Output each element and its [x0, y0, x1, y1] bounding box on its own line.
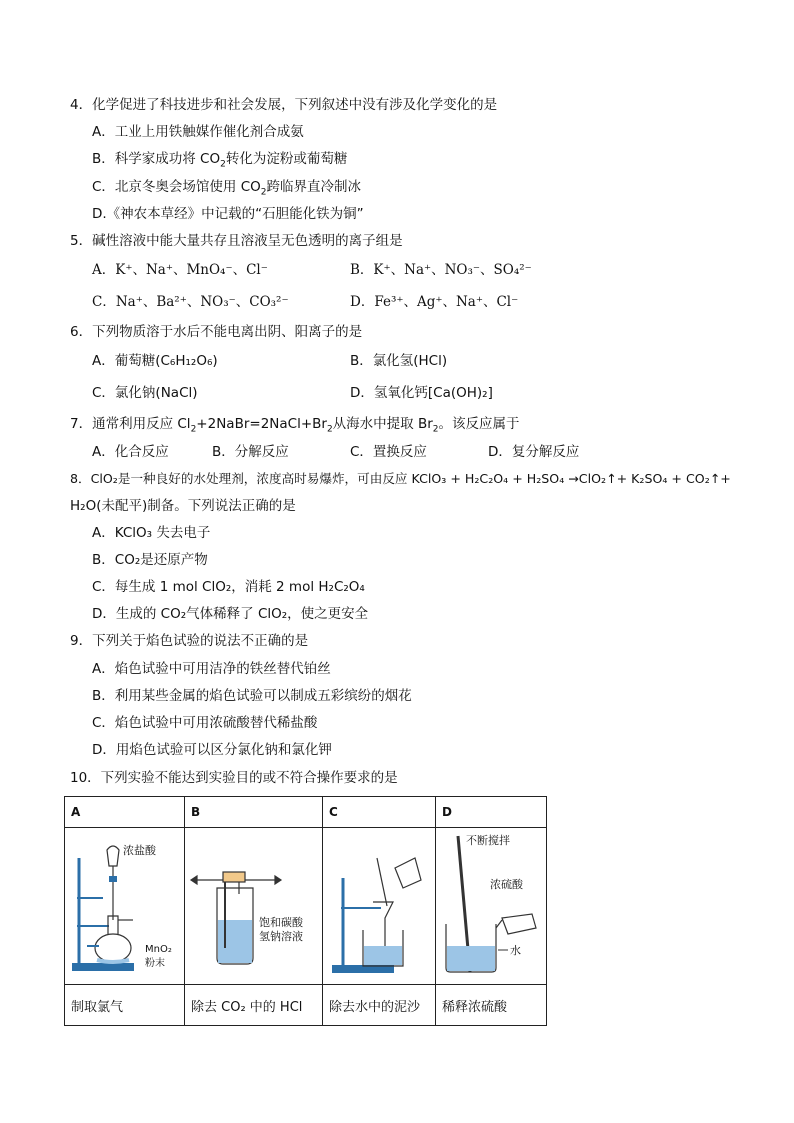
figure-d-cell — [436, 828, 547, 985]
q7-option-d: D．复分解反应 — [488, 444, 580, 460]
label-saturated-bicarbonate-1: 饱和碳酸 — [259, 916, 303, 929]
q8-stem-line2: H₂O(未配平)制备。下列说法正确的是 — [70, 498, 296, 514]
q4-option-c: C．北京冬奥会场馆使用 $CO_2$跨临界直冷制冰 — [92, 179, 362, 198]
label-water: 水 — [510, 944, 521, 957]
label-conc-sulfuric: 浓硫酸 — [490, 878, 523, 891]
q9-option-d: D．用焰色试验可以区分氯化钠和氯化钾 — [92, 742, 332, 758]
caption-c: 除去水中的泥沙 — [323, 985, 436, 1026]
q6-option-a: A．葡萄糖(C₆H₁₂O₆) — [92, 353, 218, 369]
caption-d: 稀释浓硫酸 — [436, 985, 547, 1026]
q8-option-a: A．KClO₃ 失去电子 — [92, 525, 211, 541]
header-a: A — [65, 797, 185, 828]
q4-option-d: D.《神农本草经》中记载的“石胆能化铁为铜” — [92, 206, 364, 222]
q9-stem: 9．下列关于焰色试验的说法不正确的是 — [70, 633, 309, 649]
label-conc-hcl: 浓盐酸 — [123, 844, 156, 857]
q4-option-a: A．工业上用铁触媒作催化剂合成氨 — [92, 124, 304, 140]
filtration-figure — [323, 828, 435, 980]
gas-washing-bottle-figure — [185, 828, 322, 980]
label-mno2: MnO₂ — [145, 944, 172, 955]
q8-stem-line1: 8．ClO₂是一种良好的水处理剂，浓度高时易爆炸，可由反应 KClO₃ + H₂C₂O₄ + H₂SO₄ →ClO₂↑+ K₂SO₄ + CO₂↑+ — [70, 471, 731, 486]
caption-b: 除去 CO₂ 中的 HCl — [185, 985, 323, 1026]
figure-a-cell — [65, 828, 185, 985]
table-caption-row — [65, 985, 547, 1026]
q6-option-c: C．氯化钠(NaCl) — [92, 385, 198, 401]
q4-stem: 4．化学促进了科技进步和社会发展，下列叙述中没有涉及化学变化的是 — [70, 97, 498, 113]
q6-stem: 6．下列物质溶于水后不能电离出阴、阳离子的是 — [70, 324, 363, 340]
q7-stem: 7．通常利用反应 $Cl_2+2NaBr=2NaCl+Br_2$从海水中提取 $Br_2$。该反应属于 — [70, 416, 520, 435]
figure-c-cell — [323, 828, 436, 985]
header-d: D — [436, 797, 547, 828]
table-figure-row — [65, 828, 547, 985]
q7-option-c: C．置换反应 — [350, 444, 427, 460]
q8-option-d: D．生成的 CO₂气体稀释了 ClO₂，使之更安全 — [92, 606, 369, 622]
q5-stem: 5．碱性溶液中能大量共存且溶液呈无色透明的离子组是 — [70, 233, 403, 249]
q5-option-d: D．Fe³⁺、Ag⁺、Na⁺、Cl⁻ — [350, 294, 519, 310]
label-keep-stirring: 不断搅拌 — [466, 834, 510, 847]
header-b: B — [185, 797, 323, 828]
q10-stem: 10．下列实验不能达到实验目的或不符合操作要求的是 — [70, 770, 398, 786]
q7-option-b: B．分解反应 — [212, 444, 289, 460]
caption-a: 制取氯气 — [65, 985, 185, 1026]
q5-option-a: A．K⁺、Na⁺、MnO₄⁻、Cl⁻ — [92, 262, 268, 278]
q6-option-b: B．氯化氢(HCl) — [350, 353, 448, 369]
q9-option-b: B．利用某些金属的焰色试验可以制成五彩缤纷的烟花 — [92, 688, 412, 704]
q4-option-b: B．科学家成功将 $CO_2$转化为淀粉或葡萄糖 — [92, 151, 348, 170]
q8-option-b: B．CO₂是还原产物 — [92, 552, 208, 568]
q7-option-a: A．化合反应 — [92, 444, 169, 460]
q6-option-d: D．氢氧化钙[Ca(OH)₂] — [350, 385, 493, 401]
q8-option-c: C．每生成 1 mol ClO₂，消耗 2 mol H₂C₂O₄ — [92, 579, 365, 595]
figure-b-cell — [185, 828, 323, 985]
label-powder: 粉末 — [145, 958, 165, 969]
experiment-table — [64, 796, 547, 1026]
q5-option-b: B．K⁺、Na⁺、NO₃⁻、SO₄²⁻ — [350, 262, 532, 278]
q5-option-c: C．Na⁺、Ba²⁺、NO₃⁻、CO₃²⁻ — [92, 294, 289, 310]
q9-option-c: C．焰色试验中可用浓硫酸替代稀盐酸 — [92, 715, 318, 731]
chlorine-apparatus-figure — [65, 828, 184, 980]
header-c: C — [323, 797, 436, 828]
label-saturated-bicarbonate-2: 氢钠溶液 — [259, 930, 303, 943]
q9-option-a: A．焰色试验中可用洁净的铁丝替代铂丝 — [92, 661, 331, 677]
dilution-figure — [436, 828, 546, 980]
table-header-row — [65, 797, 547, 828]
